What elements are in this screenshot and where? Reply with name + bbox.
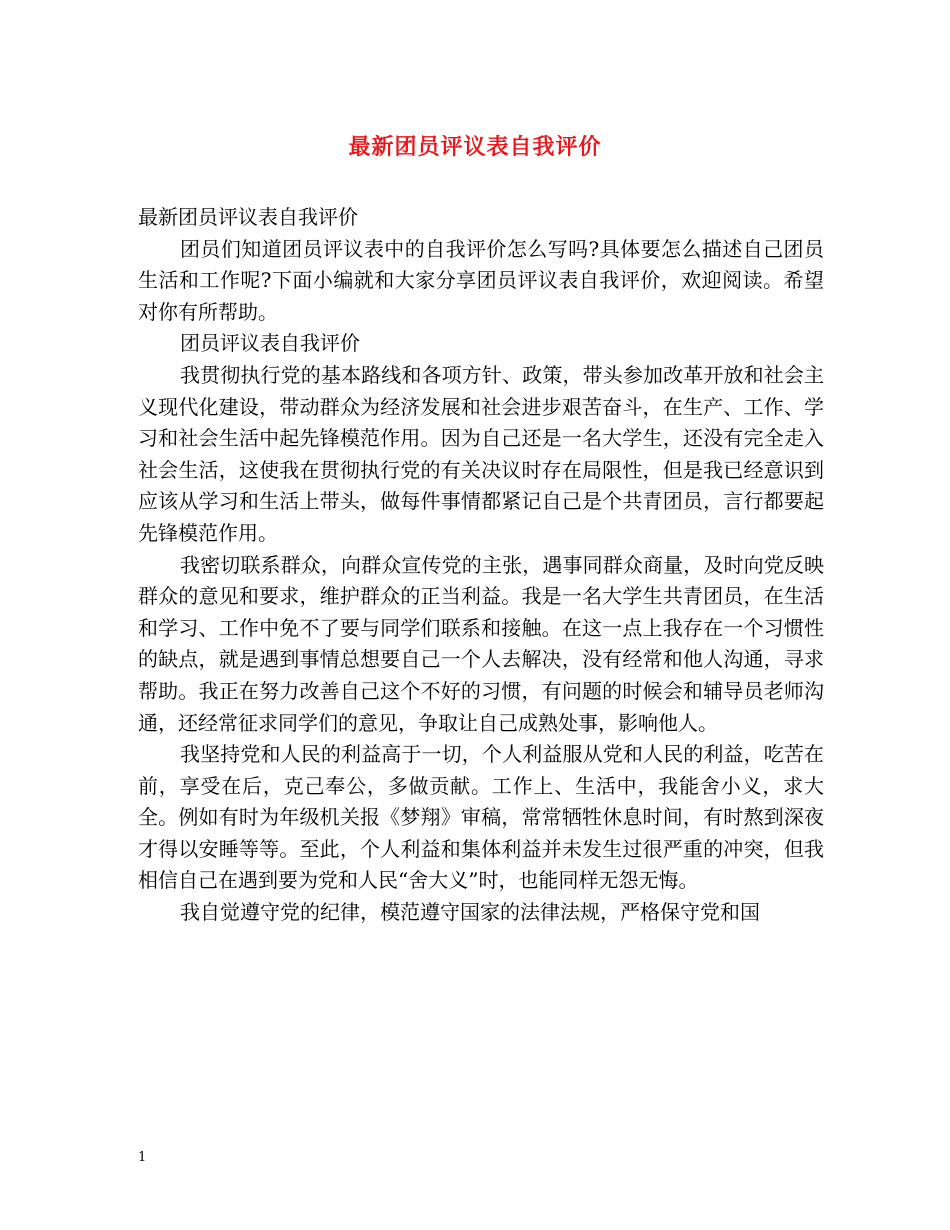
body-paragraph-3: 我坚持党和人民的利益高于一切，个人利益服从党和人民的利益，吃苦在前，享受在后，克己奉公，多做贡献。工作上、生活中，我能舍小义，求大全。例如有时为年级机关报《梦翔》审稿，常常牺牲休息时间，有时熬到深夜才得以安睡等等。至此，个人利益和集体利益并未发生过很严重的冲突，但我相信自己在遇到要为党和人民“舍大义”时，也能同样无怨无悔。 bbox=[138, 742, 824, 893]
intro-paragraph: 团员们知道团员评议表中的自我评价怎么写吗?具体要怎么描述自己团员生活和工作呢?下面小编就和大家分享团员评议表自我评价，欢迎阅读。希望对你有所帮助。 bbox=[138, 236, 824, 324]
page-number: 1 bbox=[138, 1150, 147, 1165]
subtitle-paragraph: 最新团员评议表自我评价 bbox=[138, 205, 358, 229]
body-paragraph-2: 我密切联系群众，向群众宣传党的主张，遇事同群众商量，及时向党反映群众的意见和要求，维护群众的正当利益。我是一名大学生共青团员，在生活和学习、工作中免不了要与同学们联系和接触。在这一点上我存在一个习惯性的缺点，就是遇到事情总想要自己一个人去解决，没有经常和他人沟通，寻求帮助。我正在努力改善自己这个不好的习惯，有问题的时候会和辅导员老师沟通，还经常征求同学们的意见，争取让自己成熟处事，影响他人。 bbox=[138, 552, 824, 735]
document-title: 最新团员评议表自我评价 bbox=[348, 134, 602, 160]
body-paragraph-1: 我贯彻执行党的基本路线和各项方针、政策，带头参加改革开放和社会主义现代化建设，带动群众为经济发展和社会进步艰苦奋斗，在生产、工作、学习和社会生活中起先锋模范作用。因为自己还是一名大学生，还没有完全走入社会生活，这使我在贯彻执行党的有关决议时存在局限性，但是我已经意识到应该从学习和生活上带头，做每件事情都紧记自己是个共青团员，言行都要起先锋模范作用。 bbox=[138, 362, 824, 545]
document-body bbox=[138, 202, 824, 929]
body-paragraph-4: 我自觉遵守党的纪律，模范遵守国家的法律法规，严格保守党和国 bbox=[180, 900, 760, 925]
section-heading: 团员评议表自我评价 bbox=[180, 331, 360, 356]
